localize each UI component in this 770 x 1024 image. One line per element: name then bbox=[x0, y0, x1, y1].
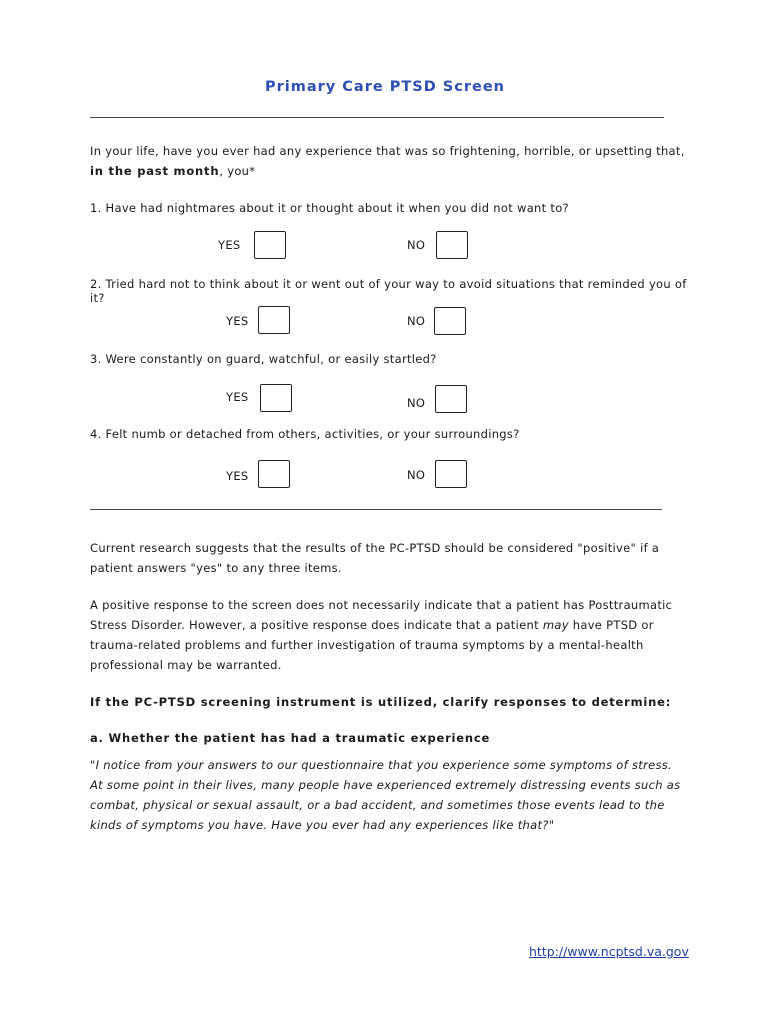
positive-suffix: have PTSD or trauma-related problems and further investigation of trauma symptoms by a mental-health professional may be warranted. bbox=[90, 618, 654, 672]
section-a-heading: a. Whether the patient has had a traumatic experience bbox=[90, 731, 491, 745]
instrument-heading: If the PC-PTSD screening instrument is utilized, clarify responses to determine: bbox=[90, 695, 672, 709]
q2-yes-checkbox[interactable] bbox=[258, 306, 290, 334]
footer-link[interactable]: http://www.ncptsd.va.gov bbox=[529, 944, 689, 959]
q2-yes-label: YES bbox=[226, 314, 249, 328]
q1-no-label: NO bbox=[407, 238, 426, 252]
positive-emphasis: may bbox=[542, 618, 569, 632]
top-divider bbox=[90, 117, 664, 118]
question-3: 3. Were constantly on guard, watchful, or easily startled? bbox=[90, 352, 437, 366]
q2-no-checkbox[interactable] bbox=[434, 307, 466, 335]
intro-text: In your life, have you ever had any experience that was so frightening, horrible, or upsetting that, bbox=[90, 144, 685, 158]
q3-no-checkbox[interactable] bbox=[435, 385, 467, 413]
question-1: 1. Have had nightmares about it or thought about it when you did not want to? bbox=[90, 201, 569, 215]
q2-no-label: NO bbox=[407, 314, 426, 328]
q1-yes-label: YES bbox=[218, 238, 241, 252]
q4-yes-label: YES bbox=[226, 469, 249, 483]
section-a-quote: "I notice from your answers to our questionnaire that you experience some symptoms of stress. At some point in their lives, many people have experienced extremely distressing events such as combat, physical or sexual assault, or a bad accident, and sometimes those events lead to the kinds of symptoms you have. Have you ever had any experiences like that?" bbox=[90, 758, 681, 832]
q3-yes-checkbox[interactable] bbox=[260, 384, 292, 412]
question-4: 4. Felt numb or detached from others, activities, or your surroundings? bbox=[90, 427, 520, 441]
page-title: Primary Care PTSD Screen bbox=[265, 79, 505, 95]
question-2: 2. Tried hard not to think about it or went out of your way to avoid situations that reminded you of it? bbox=[90, 277, 687, 305]
positive-text: A positive response to the screen does not necessarily indicate that a patient has Posttraumatic Stress Disorder. However, a positive response does indicate that a patient bbox=[90, 598, 673, 632]
q3-yes-label: YES bbox=[226, 390, 249, 404]
q4-no-label: NO bbox=[407, 468, 426, 482]
intro-paragraph bbox=[90, 141, 690, 181]
bottom-divider bbox=[90, 509, 662, 510]
q1-yes-checkbox[interactable] bbox=[254, 231, 286, 259]
positive-response-paragraph bbox=[90, 595, 685, 675]
q3-no-label: NO bbox=[407, 396, 426, 410]
q4-yes-checkbox[interactable] bbox=[258, 460, 290, 488]
intro-emphasis: in the past month bbox=[90, 164, 220, 178]
research-paragraph: Current research suggests that the results of the PC-PTSD should be considered "positive" if a patient answers "yes" to any three items. bbox=[90, 541, 660, 575]
q4-no-checkbox[interactable] bbox=[435, 460, 467, 488]
q1-no-checkbox[interactable] bbox=[436, 231, 468, 259]
intro-suffix: , you* bbox=[219, 164, 256, 178]
